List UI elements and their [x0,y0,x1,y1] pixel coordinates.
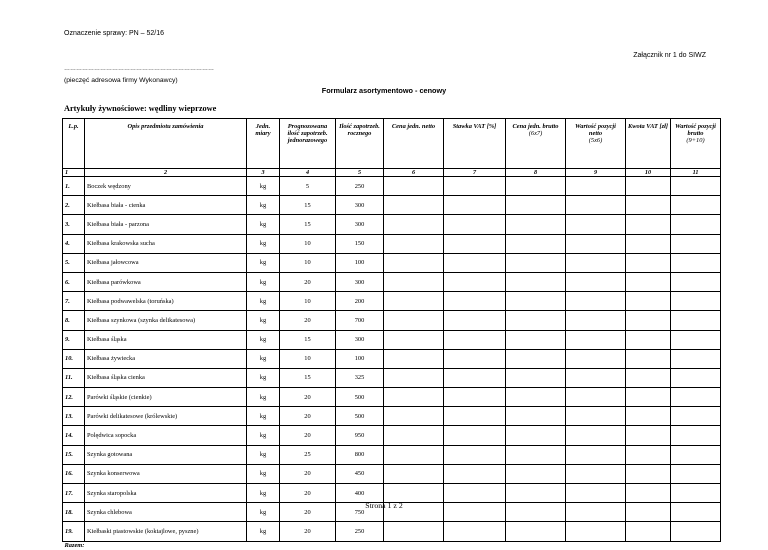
unit-of-measure: kg [247,234,280,253]
single-demand: 20 [280,464,336,483]
unit-price-gross-cell[interactable] [506,311,566,330]
vat-rate-cell[interactable] [444,464,506,483]
unit-of-measure: kg [247,330,280,349]
unit-price-net-cell[interactable] [384,196,444,215]
unit-of-measure: kg [247,388,280,407]
unit-of-measure: kg [247,272,280,291]
value-net-cell[interactable] [566,388,626,407]
value-net-cell[interactable] [566,311,626,330]
row-number: 13. [63,407,85,426]
column-header-1 [63,119,85,169]
single-demand: 20 [280,522,336,541]
vat-amount-cell[interactable] [626,388,671,407]
unit-of-measure: kg [247,426,280,445]
case-number: Oznaczenie sprawy: PN – 52/16 [64,30,164,37]
unit-of-measure: kg [247,445,280,464]
column-header-4 [280,119,336,169]
column-number: 6 [384,169,444,177]
single-demand: 20 [280,272,336,291]
annual-demand: 750 [336,503,384,522]
annual-demand: 800 [336,445,384,464]
annual-demand: 250 [336,177,384,196]
column-header-title: L.p. [68,123,79,130]
column-header-title: Kwota VAT [zł] [628,123,669,130]
vat-amount-cell[interactable] [626,177,671,196]
vat-rate-cell[interactable] [444,272,506,291]
vat-amount-cell[interactable] [626,311,671,330]
row-number: 15. [63,445,85,464]
unit-price-gross-cell[interactable] [506,407,566,426]
column-header-formula: (9+10) [686,137,705,145]
vat-amount-cell[interactable] [626,292,671,311]
unit-price-gross-cell[interactable] [506,349,566,368]
unit-price-net-cell[interactable] [384,484,444,503]
vat-amount-cell[interactable] [626,368,671,387]
unit-price-net-cell[interactable] [384,407,444,426]
table-row [63,177,721,196]
unit-of-measure: kg [247,522,280,541]
unit-price-net-cell[interactable] [384,330,444,349]
single-demand: 10 [280,253,336,272]
value-net-cell[interactable] [566,522,626,541]
value-gross-cell[interactable] [671,407,721,426]
vat-amount-cell[interactable] [626,522,671,541]
value-net-cell[interactable] [566,426,626,445]
item-description: Kiełbasa żywiecka [85,349,247,368]
unit-price-net-cell[interactable] [384,445,444,464]
value-gross-cell[interactable] [671,234,721,253]
unit-price-net-cell[interactable] [384,522,444,541]
total-label: Razem: [63,541,247,550]
column-number: 4 [280,169,336,177]
total-row [63,541,721,550]
column-header-3 [247,119,280,169]
value-gross-cell[interactable] [671,388,721,407]
vat-amount-cell[interactable] [626,484,671,503]
value-gross-cell[interactable] [671,445,721,464]
unit-price-net-cell[interactable] [384,464,444,483]
column-header-title: Wartość pozycji brutto [675,123,716,138]
form-title: Formularz asortymentowo - cenowy [321,86,447,95]
single-demand: 20 [280,311,336,330]
column-number: 5 [336,169,384,177]
table-row [63,253,721,272]
unit-price-net-cell[interactable] [384,215,444,234]
annual-demand: 950 [336,426,384,445]
unit-of-measure: kg [247,311,280,330]
vat-rate-cell[interactable] [444,253,506,272]
column-header-6 [384,119,444,169]
item-description: Kiełbasa biała - cienka [85,196,247,215]
single-demand: 10 [280,234,336,253]
row-number: 4. [63,234,85,253]
single-demand: 20 [280,484,336,503]
value-gross-cell[interactable] [671,522,721,541]
table-row [63,407,721,426]
unit-price-net-cell[interactable] [384,388,444,407]
row-number: 12. [63,388,85,407]
annual-demand: 200 [336,292,384,311]
vat-amount-cell[interactable] [626,215,671,234]
value-gross-cell[interactable] [671,292,721,311]
column-header-title: Cena jedn. netto [391,123,436,130]
unit-of-measure: kg [247,177,280,196]
vat-amount-cell[interactable] [626,426,671,445]
table-row [63,484,721,503]
row-number: 18. [63,503,85,522]
row-number: 2. [63,196,85,215]
section-title: Artykuły żywnościowe: wędliny wieprzowe [64,104,217,113]
column-header-title: Stawka VAT [%] [452,123,497,130]
annual-demand: 500 [336,388,384,407]
unit-price-net-cell[interactable] [384,292,444,311]
table-row [63,464,721,483]
column-header-8 [506,119,566,169]
value-gross-cell[interactable] [671,272,721,291]
unit-price-gross-cell[interactable] [506,388,566,407]
value-gross-cell[interactable] [671,196,721,215]
single-demand: 20 [280,407,336,426]
row-number: 9. [63,330,85,349]
header-row [63,119,721,169]
table-row [63,272,721,291]
column-number: 2 [85,169,247,177]
value-gross-cell[interactable] [671,215,721,234]
unit-of-measure: kg [247,292,280,311]
unit-price-gross-cell[interactable] [506,177,566,196]
value-net-cell[interactable] [566,215,626,234]
column-header-11 [671,119,721,169]
vat-rate-cell[interactable] [444,522,506,541]
unit-price-gross-cell[interactable] [506,464,566,483]
value-gross-cell[interactable] [671,330,721,349]
column-number: 9 [566,169,626,177]
unit-price-net-cell[interactable] [384,253,444,272]
annual-demand: 400 [336,484,384,503]
single-demand: 10 [280,292,336,311]
vat-amount-cell[interactable] [626,445,671,464]
value-net-cell[interactable] [566,464,626,483]
annual-demand: 100 [336,253,384,272]
value-net-cell[interactable] [566,445,626,464]
unit-of-measure: kg [247,407,280,426]
vat-amount-cell[interactable] [626,196,671,215]
table-row [63,292,721,311]
unit-price-gross-cell[interactable] [506,368,566,387]
unit-price-net-cell[interactable] [384,426,444,445]
vat-amount-cell[interactable] [626,253,671,272]
unit-price-gross-cell[interactable] [506,330,566,349]
column-header-title: Opis przedmiotu zamówienia [127,123,204,130]
item-description: Kiełbaski piastowskie (koktajlowe, pyszne) [85,522,247,541]
annual-demand: 150 [336,234,384,253]
column-number: 1 [63,169,85,177]
unit-price-net-cell[interactable] [384,368,444,387]
row-number: 1. [63,177,85,196]
value-gross-cell[interactable] [671,253,721,272]
vat-amount-cell[interactable] [626,407,671,426]
annual-demand: 450 [336,464,384,483]
item-description: Kiełbasa jałowcowa [85,253,247,272]
item-description: Parówki delikatesowe (królewskie) [85,407,247,426]
table-row [63,388,721,407]
column-header-title: Cena jedn. brutto [512,123,559,130]
stamp-caption: (pieczęć adresowa firmy Wykonawcy) [64,77,178,84]
column-number-row [63,169,721,177]
unit-of-measure: kg [247,215,280,234]
annual-demand: 250 [336,522,384,541]
value-gross-cell[interactable] [671,311,721,330]
table-row [63,349,721,368]
unit-price-net-cell[interactable] [384,177,444,196]
unit-price-gross-cell[interactable] [506,272,566,291]
vat-rate-cell[interactable] [444,234,506,253]
annual-demand: 300 [336,196,384,215]
annual-demand: 300 [336,272,384,291]
annual-demand: 300 [336,215,384,234]
annual-demand: 500 [336,407,384,426]
row-number: 19. [63,522,85,541]
vat-rate-cell[interactable] [444,426,506,445]
table-row [63,234,721,253]
unit-price-net-cell[interactable] [384,349,444,368]
item-description: Kiełbasa biała - parzona [85,215,247,234]
table-row [63,445,721,464]
unit-price-gross-cell[interactable] [506,196,566,215]
vat-rate-cell[interactable] [444,177,506,196]
row-number: 7. [63,292,85,311]
unit-price-net-cell[interactable] [384,272,444,291]
table-row [63,330,721,349]
unit-price-gross-cell[interactable] [506,234,566,253]
vat-rate-cell[interactable] [444,292,506,311]
item-description: Kiełbasa krakowska sucha [85,234,247,253]
vat-rate-cell[interactable] [444,330,506,349]
single-demand: 20 [280,503,336,522]
vat-amount-cell[interactable] [626,330,671,349]
item-description: Kiełbasa szynkowa (szynka delikatesowa) [85,311,247,330]
table-row [63,215,721,234]
column-header-formula: (5x6) [588,137,603,145]
unit-of-measure: kg [247,503,280,522]
item-description: Szynka konserwowa [85,464,247,483]
column-header-10 [626,119,671,169]
page-number: Strona 1 z 2 [365,501,403,510]
single-demand: 15 [280,196,336,215]
value-net-cell[interactable] [566,234,626,253]
vat-rate-cell[interactable] [444,311,506,330]
row-number: 11. [63,368,85,387]
single-demand: 25 [280,445,336,464]
column-header-5 [336,119,384,169]
single-demand: 15 [280,330,336,349]
value-net-cell[interactable] [566,368,626,387]
column-number: 7 [444,169,506,177]
table-row [63,426,721,445]
unit-price-gross-cell[interactable] [506,292,566,311]
single-demand: 5 [280,177,336,196]
value-net-cell[interactable] [566,330,626,349]
vat-amount-cell[interactable] [626,272,671,291]
single-demand: 10 [280,349,336,368]
column-header-7 [444,119,506,169]
item-description: Kiełbasa śląska cienka [85,368,247,387]
annual-demand: 100 [336,349,384,368]
single-demand: 15 [280,215,336,234]
unit-price-net-cell[interactable] [384,311,444,330]
vat-rate-cell[interactable] [444,368,506,387]
vat-rate-cell[interactable] [444,388,506,407]
row-number: 8. [63,311,85,330]
unit-of-measure: kg [247,464,280,483]
value-net-cell[interactable] [566,253,626,272]
item-description: Boczek wędzony [85,177,247,196]
vat-rate-cell[interactable] [444,484,506,503]
value-gross-cell[interactable] [671,464,721,483]
column-header-title: Jedn. miary [255,123,271,138]
unit-price-gross-cell[interactable] [506,522,566,541]
column-header-2 [85,119,247,169]
single-demand: 20 [280,426,336,445]
value-gross-cell[interactable] [671,484,721,503]
table-row [63,522,721,541]
value-net-cell[interactable] [566,272,626,291]
single-demand: 15 [280,368,336,387]
vat-rate-cell[interactable] [444,407,506,426]
item-description: Polędwica sopocka [85,426,247,445]
row-number: 16. [63,464,85,483]
vat-amount-cell[interactable] [626,464,671,483]
unit-of-measure: kg [247,484,280,503]
column-header-title: Ilość zapotrzeb. rocznego [339,123,380,138]
item-description: Kiełbasa parówkowa [85,272,247,291]
unit-of-measure: kg [247,349,280,368]
row-number: 3. [63,215,85,234]
column-number: 8 [506,169,566,177]
column-header-formula: (6x7) [528,130,543,138]
item-description: Szynka chlebowa [85,503,247,522]
vat-rate-cell[interactable] [444,196,506,215]
value-gross-cell[interactable] [671,177,721,196]
item-description: Szynka gotowana [85,445,247,464]
value-net-cell[interactable] [566,484,626,503]
vat-rate-cell[interactable] [444,349,506,368]
unit-price-net-cell[interactable] [384,234,444,253]
price-form-table [62,118,721,550]
value-net-cell[interactable] [566,407,626,426]
vat-rate-cell[interactable] [444,445,506,464]
table-row [63,368,721,387]
value-net-cell[interactable] [566,177,626,196]
unit-of-measure: kg [247,368,280,387]
column-header-title: Prognozowana ilość zapotrzeb. jednorazowego [287,123,328,145]
annual-demand: 325 [336,368,384,387]
table-row [63,196,721,215]
column-header-9 [566,119,626,169]
unit-of-measure: kg [247,196,280,215]
value-gross-cell[interactable] [671,368,721,387]
unit-price-gross-cell[interactable] [506,426,566,445]
single-demand: 20 [280,388,336,407]
unit-of-measure: kg [247,253,280,272]
column-number: 10 [626,169,671,177]
total-blank [247,541,721,550]
row-number: 10. [63,349,85,368]
annex-label: Załącznik nr 1 do SIWZ [633,52,706,59]
column-number: 3 [247,169,280,177]
vat-amount-cell[interactable] [626,349,671,368]
row-number: 14. [63,426,85,445]
value-net-cell[interactable] [566,196,626,215]
table-row [63,311,721,330]
unit-price-gross-cell[interactable] [506,484,566,503]
row-number: 6. [63,272,85,291]
item-description: Kiełbasa podwawelska (toruńska) [85,292,247,311]
vat-rate-cell[interactable] [444,215,506,234]
value-gross-cell[interactable] [671,426,721,445]
row-number: 17. [63,484,85,503]
item-description: Szynka staropolska [85,484,247,503]
item-description: Parówki śląskie (cienkie) [85,388,247,407]
column-header-title: Wartość pozycji netto [575,123,616,138]
annual-demand: 300 [336,330,384,349]
vat-amount-cell[interactable] [626,234,671,253]
column-number: 11 [671,169,721,177]
row-number: 5. [63,253,85,272]
annual-demand: 700 [336,311,384,330]
value-net-cell[interactable] [566,292,626,311]
unit-price-gross-cell[interactable] [506,253,566,272]
unit-price-gross-cell[interactable] [506,215,566,234]
value-net-cell[interactable] [566,349,626,368]
stamp-line: ………………………………………………………………… [64,66,214,72]
unit-price-gross-cell[interactable] [506,445,566,464]
item-description: Kiełbasa śląska [85,330,247,349]
value-gross-cell[interactable] [671,349,721,368]
